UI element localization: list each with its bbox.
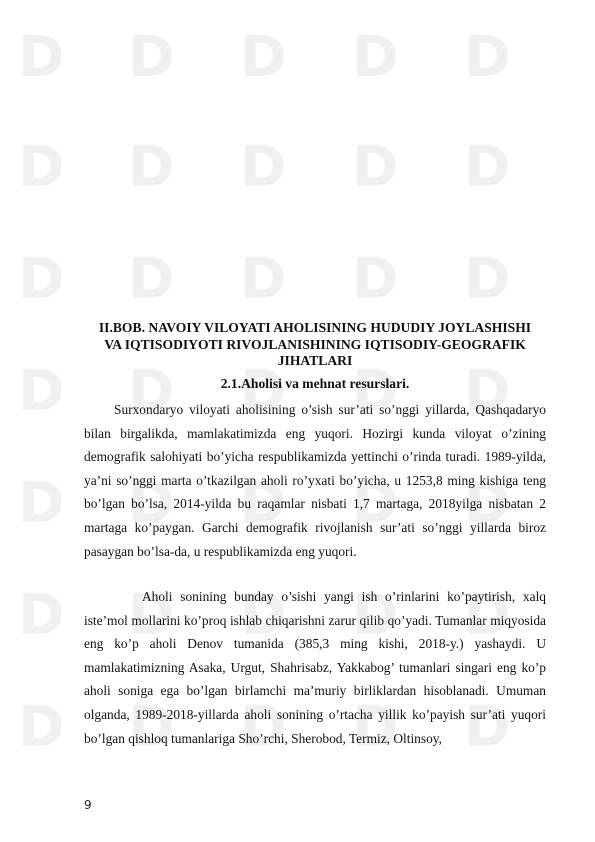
d-letter-watermark-icon: D — [240, 247, 287, 312]
d-letter-watermark-icon: D — [128, 135, 175, 200]
d-letter-watermark-icon: D — [18, 471, 65, 536]
d-letter-watermark-icon: D — [128, 25, 175, 90]
d-letter-watermark-icon: D — [352, 471, 399, 536]
d-letter-watermark-icon: D — [464, 135, 511, 200]
body-paragraph: Aholi sonining bunday o’sishi yangi ish o’rinlarini ko’paytirish, xalq iste’mol mollarini ko’proq ishlab chiqarishni zarur qilib qo’yadi. Tumanlar miqyosida eng ko’p aholi Denov tumanida (385,3 ming kishi, 2018-y.) yashaydi. U mamlakatimizning Asaka, Urgut, Shahrisabz, Yakkabog’ tumanlari singari eng ko’p aholi soniga ega bo’lgan birlamchi ma’muriy birliklardan hisoblanadi. Umuman olganda, 1989-2018-yillarda aholi sonining o’rtacha yillik ko’payish sur’ati yuqori bo’lgan qishloq tumanlariga Sho’rchi, Sherobod, Termiz, Oltinsoy, — [84, 589, 546, 746]
d-letter-watermark-icon: D — [464, 695, 511, 760]
d-letter-watermark-icon: D — [352, 25, 399, 90]
d-letter-watermark-icon: D — [352, 135, 399, 200]
d-letter-watermark-icon: D — [464, 583, 511, 648]
d-letter-watermark-icon: D — [352, 359, 399, 424]
d-letter-watermark-icon: D — [352, 695, 399, 760]
d-letter-watermark-icon: D — [18, 25, 65, 90]
d-letter-watermark-icon: D — [128, 695, 175, 760]
d-letter-watermark-icon: D — [464, 359, 511, 424]
d-letter-watermark-icon: D — [240, 135, 287, 200]
d-letter-watermark-icon: D — [18, 359, 65, 424]
d-letter-watermark-icon: D — [352, 583, 399, 648]
chapter-heading — [84, 320, 546, 370]
d-letter-watermark-icon: D — [128, 583, 175, 648]
body-paragraph: Surxondaryo viloyati aholisining o’sish sur’ati so’nggi yillarda, Qashqadaryo bilan birgalikda, mamlakatimizda eng yuqori. Hozirgi kunda viloyat o’zining demografik salohiyati bo’yicha respublikamizda yettinchi o’rinda turadi. 1989-yilda, ya’ni so’nggi marta o’tkazilgan aholi ro’yxati bo’yicha, u 1253,8 ming kishiga teng bo’lgan bo’lsa, 2014-yilda bu raqamlar nisbati 1,7 martaga, 2018yilga nisbatan 2 martaga ko’paygan. Garchi demografik rivojlanish sur’ati so’nggi yillarda biroz pasaygan bo’lsa-da, u respublikamizda eng yuqori. — [84, 402, 546, 559]
d-letter-watermark-icon: D — [240, 695, 287, 760]
d-letter-watermark-icon: D — [18, 583, 65, 648]
d-letter-watermark-icon: D — [464, 471, 511, 536]
d-letter-watermark-icon: D — [240, 471, 287, 536]
d-letter-watermark-icon: D — [352, 247, 399, 312]
d-letter-watermark-icon: D — [128, 359, 175, 424]
chapter-heading-line: VA IQTISODIYOTI RIVOJLANISHINING IQTISODIY-GEOGRAFIK — [104, 336, 526, 352]
d-letter-watermark-icon: D — [464, 25, 511, 90]
d-letter-watermark-icon: D — [128, 471, 175, 536]
d-letter-watermark-icon: D — [18, 135, 65, 200]
d-letter-watermark-icon: D — [128, 247, 175, 312]
d-letter-watermark-icon: D — [240, 359, 287, 424]
d-letter-watermark-icon: D — [240, 583, 287, 648]
d-letter-watermark-icon: D — [18, 247, 65, 312]
d-letter-watermark-icon: D — [464, 247, 511, 312]
d-letter-watermark-icon: D — [240, 25, 287, 90]
page-number: 9 — [84, 798, 92, 812]
d-letter-watermark-icon: D — [18, 695, 65, 760]
chapter-heading-line: II.BOB. NAVOIY VILOYATI AHOLISINING HUDUDIY JOYLASHISHI — [98, 320, 532, 335]
section-heading: 2.1.Aholisi va mehnat resurslari. — [220, 376, 410, 391]
chapter-heading-line: JIHATLARI — [277, 353, 353, 368]
